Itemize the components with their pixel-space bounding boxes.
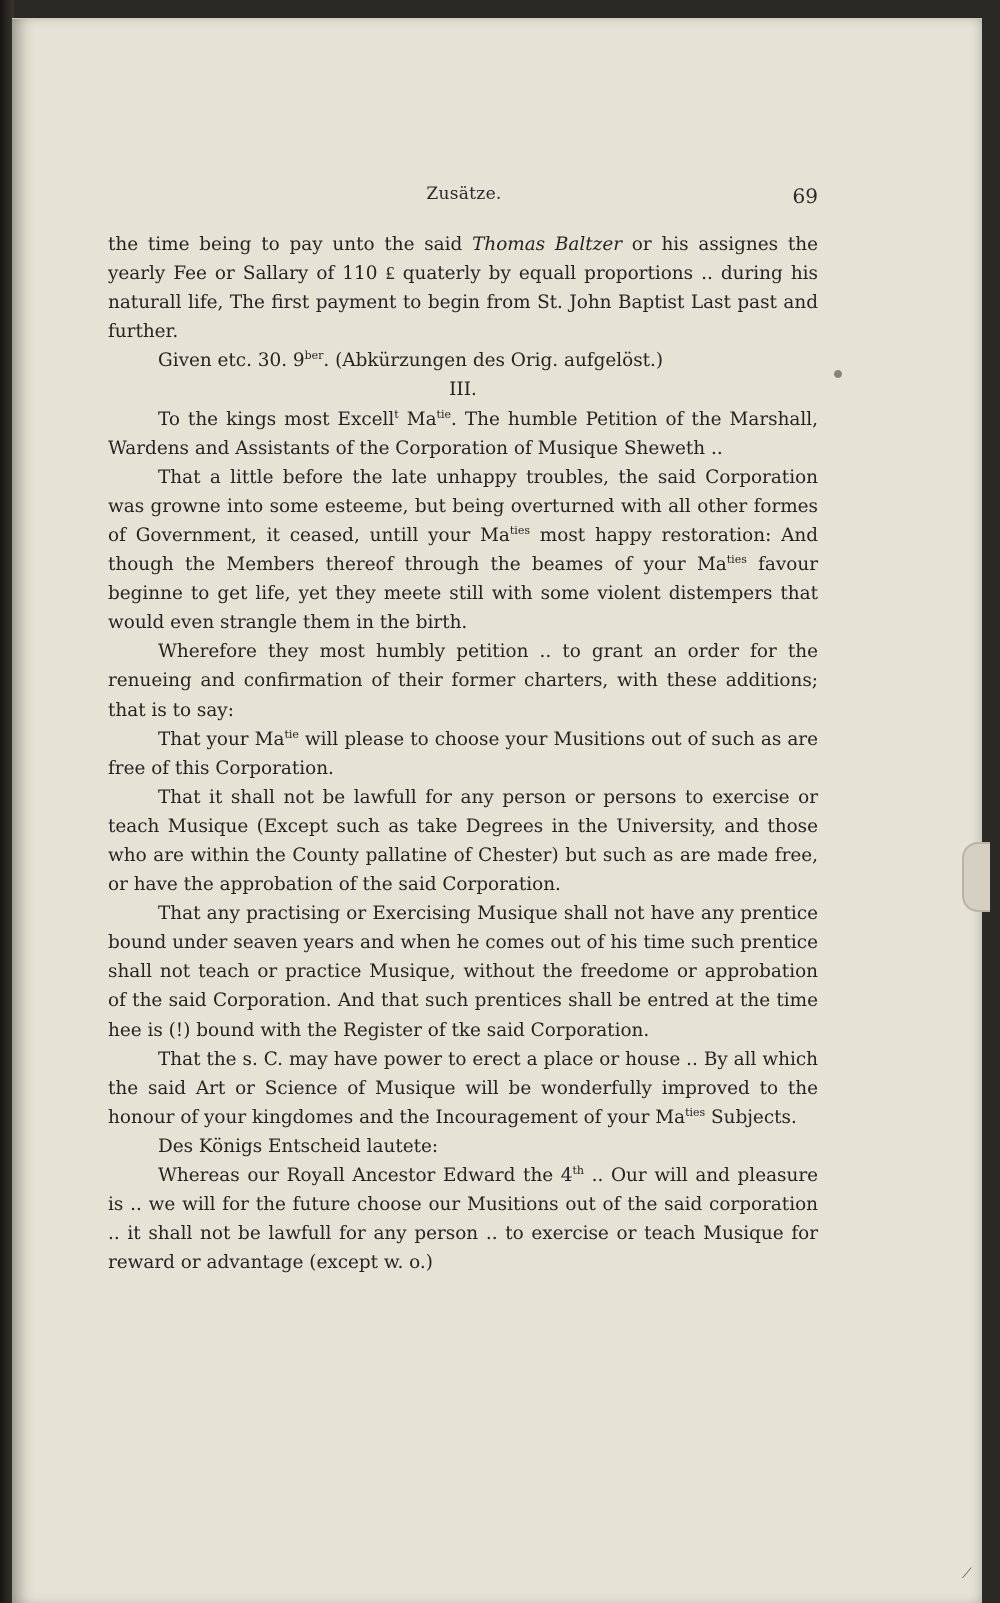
corner-mark-icon: ⟋ (962, 1566, 972, 1582)
paragraph-whereas (108, 1161, 818, 1277)
section-heading-iii: III. (449, 379, 477, 401)
ink-spot (834, 370, 842, 378)
text-run: favour beginne to get life, yet they meete still with some violent distempers that would even strangle them in the birth. (108, 554, 818, 634)
text-run: will please to choose your Musitions out of such as are free of this Corporation. (108, 728, 818, 779)
paragraph-wherefore: Wherefore they most humbly petition .. to grant an order for the renueing and confirmation of their former charters, with these additions; that is to say: (108, 641, 818, 721)
running-head (110, 184, 818, 208)
page-body-text (108, 230, 818, 1277)
paragraph-entscheid: Des Königs Entscheid lautete: (158, 1135, 439, 1157)
text-run: Subjects. (705, 1106, 797, 1128)
paragraph-prentice: That any practising or Exercising Musique shall not have any prentice bound under seaven years and when he comes out of his time such prentice shall not teach or practice Musique, without the freedome or approbation of the said Corporation. And that such prentices shall be entred at the time hee is (!) bound with the Register of tke said Corporation. (108, 903, 818, 1041)
text-run: .. Our will and pleasure is .. we will for the future choose our Musitions out of the said corporation .. it shall not be lawfull for any person .. to exercise or teach Musique for reward or advantage (except w. o.) (108, 1165, 818, 1274)
superscript: th (572, 1164, 585, 1177)
running-head-title: Zusätze. (426, 184, 502, 204)
text-run: To the kings most Excell (158, 408, 395, 430)
paragraph-musitions (108, 725, 818, 783)
paragraph-given (108, 346, 818, 375)
page-number: 69 (792, 184, 818, 208)
text-run: That your Ma (158, 728, 285, 750)
italic-name: Thomas Baltzer (472, 234, 623, 255)
superscript: t (394, 407, 399, 421)
text-run: Whereas our Royall Ancestor Edward the 4 (158, 1165, 573, 1186)
text-run: . The humble Petition of the Marshall, Wardens and Assistants of the Corporation of Musique Sheweth .. (108, 408, 818, 459)
superscript: ties (509, 523, 530, 537)
text-run: That a little before the late unhappy troubles, the said Corporation was growne into some esteeme, but being overturned with all other formes of Government, it ceased, untill your Ma (108, 466, 818, 546)
text-run: the time being to pay unto the said (108, 234, 473, 255)
text-run: That the s. C. may have power to erect a place or house .. By all which the said Art or Science of Musique will be wonderfully improved to the honour of your kingdomes and the Incouragement of your Ma (108, 1048, 818, 1128)
superscript: tie (284, 727, 299, 741)
text-run: . (Abkürzungen des Orig. aufgelöst.) (323, 350, 664, 372)
superscript: ties (685, 1105, 706, 1119)
paragraph-continuation (108, 230, 818, 346)
paragraph-petition-address (108, 405, 818, 463)
text-run: most happy restoration: And though the Members thereof through the beames of your Ma (108, 524, 818, 576)
text-run: Ma (398, 408, 437, 430)
superscript: tie (436, 407, 451, 421)
page-edge-tab (962, 842, 990, 912)
superscript: ber (304, 349, 324, 363)
text-run: Given etc. 30. 9 (158, 350, 305, 372)
paragraph-lawfull: That it shall not be lawfull for any person or persons to exercise or teach Musique (Except such as take Degrees in the University, and those who are within the County pallatine of Chester) but such as are made free, or have the approbation of the said Corporation. (108, 786, 818, 896)
paragraph-troubles (108, 463, 818, 638)
superscript: ties (726, 553, 747, 567)
text-run: or his assignes the yearly Fee or Sallary of 110 ₤ quaterly by equall proportions .. during his naturall life, The first payment to begin from St. John Baptist Last past and further. (108, 234, 818, 343)
paragraph-power (108, 1045, 818, 1132)
